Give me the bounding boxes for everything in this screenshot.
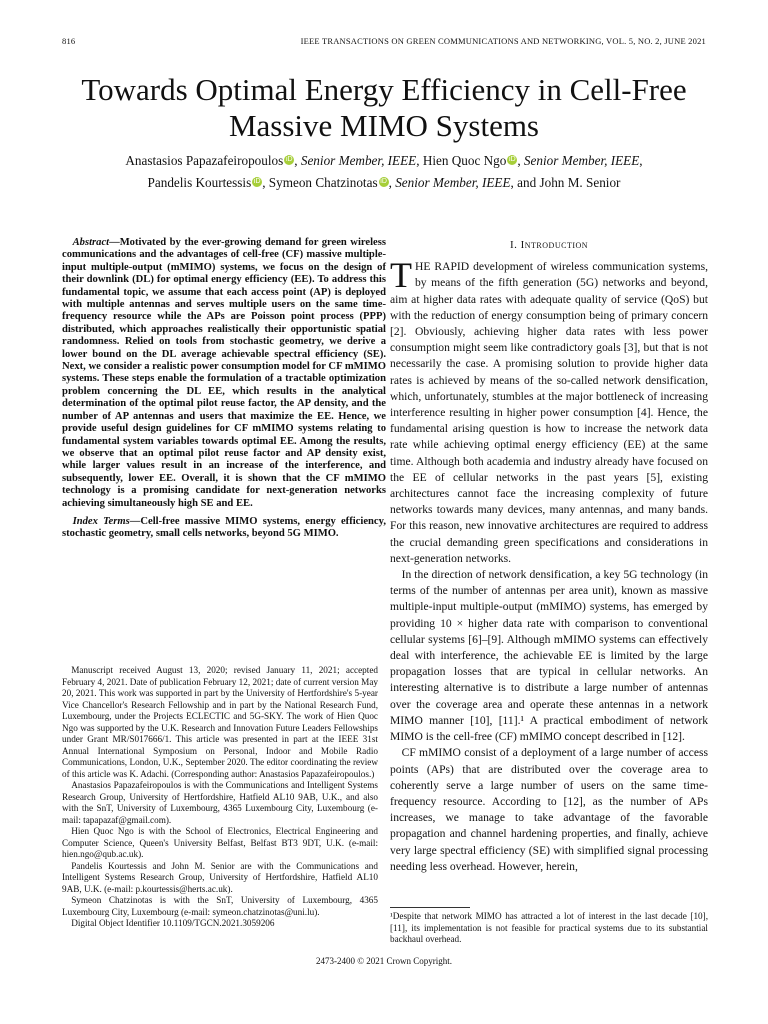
footnote-affiliation: Symeon Chatzinotas is with the SnT, University of Luxembourg, 4365 Luxembourg City, Luxembourg (e-mail: symeon.chatzinotas@uni.lu). [62, 895, 378, 917]
author-name: Symeon Chatzinotas [268, 175, 378, 190]
author-list: Anastasios Papazafeiropoulos iD , Senior Member, IEEE, Hien Quoc Ngo iD , Senior Member, IEEE, Pandelis Kourtessis iD , Symeon Chatzinotas iD , Senior Member, IEEE, and John M. Senior [125, 153, 643, 190]
author-name: Pandelis Kourtessis [147, 175, 252, 190]
author-footnotes [62, 665, 378, 930]
author-name: and John M. Senior [517, 175, 621, 190]
page-number: 816 [62, 36, 76, 46]
index-terms-text: —Cell-free massive MIMO systems, energy efficiency, stochastic geometry, small cells networks, beyond 5G MIMO. [62, 515, 386, 540]
intro-caps: HE RAPID [415, 260, 470, 274]
intro-text: development of wireless communication systems, by means of the fifth generation (5G) networks and beyond, aim at higher data rates with adequate quality of service (QoS) but with the reduction of energy consumption being of primary concern [2]. Obviously, achieving higher data rates with less power consumption might seem like contradictory goals [3], but that is not necessarily the case. A promising solution to provide higher data rates is achieved by means of the so-called network densification, which, unfortunately, stumbles at the major bottleneck of increasing interference resulting in higher power consumption [4]. Hence, the fundamental arising question is how to increase the network data rate while achieving optimal energy efficiency (EE) at the same time. Although both academia and industry already have focused on the EE of cellular networks in the past years [5], existing architectures cannot face the increasing complexity of future networks towards many devices, many antennas, and many bands. For this reason, new innovative architectures are required to address the crucial demanding green specifications and considerations in next-generation networks. [390, 260, 708, 565]
left-column [62, 237, 386, 551]
intro-paragraph: In the direction of network densification, a key 5G technology (in terms of the number of antennas per area unit), known as massive multiple-input multiple-output (mMIMO) systems, has emerged by providing 10 × higher data rate with comparison to conventional cellular systems [6]–[9]. Although mMIMO systems can effectively deal with interference, the achievable EE is limited by the large propagation losses that are typical in cellular networks. An interesting alternative is to distribute a large number of antennas over the coverage area and operate these antennas in a network MIMO manner [10], [11].¹ A practical embodiment of network MIMO is the cell-free (CF) mMIMO concept described in [12]. [390, 568, 708, 744]
author-role: Senior Member, IEEE [395, 175, 511, 190]
title-line-1: Towards Optimal Energy Efficiency in Cell-Free [81, 72, 687, 107]
right-column [390, 237, 708, 875]
abstract-text: —Motivated by the ever-growing demand for green wireless communications and the advantages of cell-free (CF) massive multiple-input multiple-output (mMIMO) systems, we focus on the design of their downlink (DL) for optimal energy efficiency (EE). To address this fundamental topic, we assume that each access point (AP) is deployed with multiple antennas and serves multiple users on the same time-frequency resource while the APs are Poisson point process (PPP) distributed, which approaches realistically their opportunistic spatial randomness. Relied on tools from stochastic geometry, we derive a lower bound on the DL average achievable spectral efficiency (SE). Next, we consider a realistic power consumption model for CF mMIMO systems. These steps enable the formulation of a tractable optimization problem concerning the DL EE, which results in the analytical determination of the optimal pilot reuse factor, the AP density, and the number of AP antennas and users that maximize the EE. Hence, we provide useful design guidelines for CF mMIMO systems relating to fundamental system variables towards optimal EE. Among the results, we observe that an optimal pilot reuse factor and AP density exist, while larger values result in an increase of the interference, and subsequently, lower EE. Overall, it is shown that the CF mMIMO technology is a promising candidate for next-generation networks achieving simultaneously high SE and EE. [62, 237, 386, 509]
orcid-icon[interactable]: iD [253, 178, 261, 185]
copyright-line: 2473-2400 © 2021 Crown Copyright. [315, 956, 453, 966]
paper-title [40, 72, 728, 144]
author-name: Anastasios Papazafeiropoulos [125, 153, 284, 168]
doi: Digital Object Identifier 10.1109/TGCN.2021.3059206 [71, 918, 275, 928]
author-role: Senior Member, IEEE [300, 153, 417, 168]
footnote-affiliation: Anastasios Papazafeiropoulos is with the Communications and Intelligent Systems Research Group, University of Hertfordshire, Hatfield AL10 9AB, U.K., and also with the SnT, University of Luxembourg, 4365 Luxembourg City, Luxembourg (e-mail: tapapazaf@gmail.com). [62, 780, 378, 825]
intro-paragraph: CF mMIMO consist of a deployment of a large number of access points (APs) that are distributed over the coverage area to coherently serve a large number of users on the same time-frequency resource. According to [12], as the number of APs increases, we manage to take advantage of the favorable propagation and channel hardening properties, and finally, achieve very large spectral efficiency (SE) with simplified signal processing needing less overhead. However, herein, [390, 746, 708, 873]
journal-name: IEEE TRANSACTIONS ON GREEN COMMUNICATIONS AND NETWORKING, VOL. 5, NO. 2, JUNE 2021 [300, 36, 706, 46]
section-heading [390, 237, 708, 253]
footnote-1 [390, 907, 708, 946]
index-terms-label: Index Terms [72, 515, 130, 527]
abstract-label: Abstract [72, 237, 110, 248]
footnote-affiliation: Hien Quoc Ngo is with the School of Electronics, Electrical Engineering and Computer Science, Queen's University Belfast, Belfast BT3 9DT, U.K. (e-mail: hien.ngo@qub.ac.uk). [62, 826, 378, 859]
orcid-icon[interactable]: iD [509, 156, 516, 163]
dropcap: T [390, 255, 412, 296]
section-title: Introduction [520, 239, 589, 251]
abstract [62, 237, 386, 510]
title-line-2: Massive MIMO Systems [228, 108, 539, 143]
orcid-icon[interactable]: iD [380, 178, 387, 185]
section-number: I. [509, 239, 518, 251]
footnote-1-text: ¹Despite that network MIMO has attracted a lot of interest in the last decade [10], [11], its implementation is not feasible for practical systems due to its substantial backhaul overhead. [390, 911, 708, 944]
orcid-icon[interactable]: iD [285, 156, 293, 163]
author-name: Hien Quoc Ngo [422, 153, 507, 168]
author-role: Senior Member, IEEE [523, 153, 640, 168]
intro-paragraph [390, 255, 708, 567]
index-terms [62, 516, 386, 541]
footnote-affiliation: Pandelis Kourtessis and John M. Senior are with the Communications and Intelligent Systems Research Group, University of Hertfordshire, Hatfield AL10 9AB, U.K. (e-mail: p.kourtessis@herts.ac.uk). [62, 860, 378, 894]
footnote-manuscript: Manuscript received August 13, 2020; revised January 11, 2021; accepted February 4, 2021. Date of publication February 12, 2021; date of current version May 20, 2021. This work was supported in part by the University of Hertfordshire's 5-year Vice Chancellor's Research Fellowship and in part by the National Research Fund, Luxembourg, under the Projects ECLECTIC and 5G-SKY. The work of Hien Quoc Ngo was supported by the U.K. Research and Innovation Future Leaders Fellowships under Grant MR/S017666/1. This article was presented in part at the IEEE 31st Annual International Symposium on Personal, Indoor and Mobile Radio Communications, London, U.K., September 2020. The editor coordinating the review of this article was K. Adachi. (Corresponding author: Anastasios Papazafeiropoulos.) [62, 665, 378, 779]
footnote-rule [390, 907, 470, 908]
